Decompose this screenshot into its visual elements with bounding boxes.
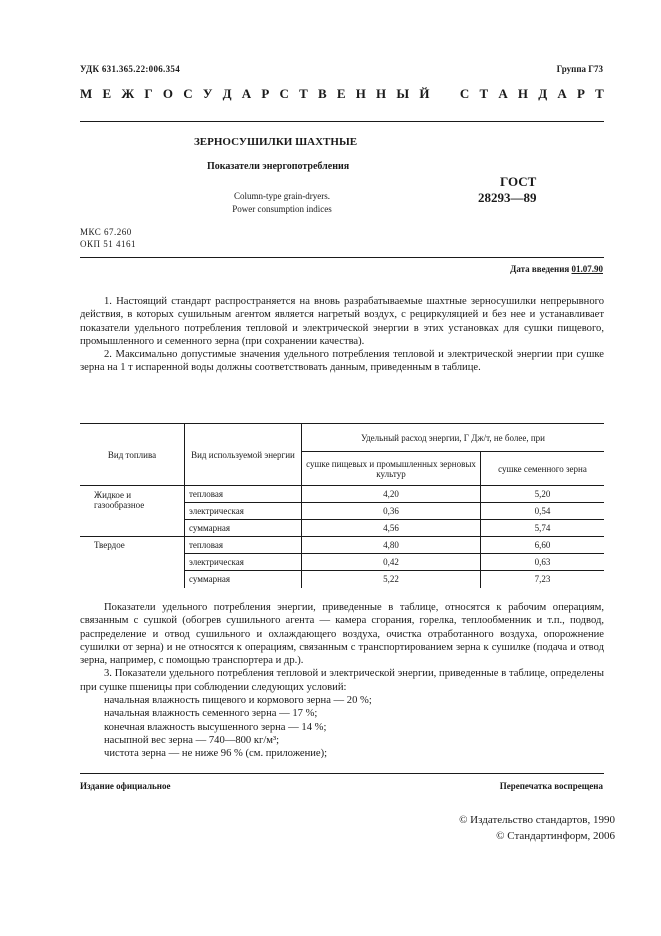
classification-codes: МКС 67.260 ОКП 51 4161 [80, 227, 137, 249]
header-group: Удельный расход энергии, Г Дж/т, не более, при [302, 424, 605, 452]
group-code: Группа Г73 [556, 64, 603, 74]
condition-item: конечная влажность высушенного зерна — 14 %; [104, 721, 327, 733]
condition-item: начальная влажность пищевого и кормового зерна — 20 %; [104, 695, 372, 707]
divider [80, 773, 604, 774]
divider [80, 121, 604, 122]
table-row: Жидкое и газообразное тепловая 4,20 5,20 [80, 486, 604, 503]
body-paragraphs [80, 601, 604, 761]
official-edition: Издание официальное [80, 781, 171, 791]
header-seed: сушке семенного зерна [481, 452, 605, 486]
table-row: суммарная 4,56 5,74 [80, 520, 604, 537]
condition-item: начальная влажность семенного зерна — 17 %; [104, 708, 318, 720]
header-fuel: Вид топлива [80, 424, 185, 486]
introduction-date: Дата введения 01.07.90 [510, 264, 603, 274]
doc-title: ЗЕРНОСУШИЛКИ ШАХТНЫЕ [194, 136, 358, 148]
paragraph-2: 2. Максимально допустимые значения удельного потребления тепловой и электрической энергии при сушке зерна на 1 т испаренной воды должны соответствовать данным, приведенным в таблице. [80, 349, 604, 374]
table-row: электрическая 0,36 0,54 [80, 503, 604, 520]
copyright: © Издательство стандартов, 1990 © Стандартинформ, 2006 [459, 814, 615, 842]
fuel-liquid-gas: Жидкое и газообразное [94, 490, 145, 510]
energy-table [80, 423, 604, 588]
reprint-notice: Перепечатка воспрещена [499, 781, 603, 791]
intro-paragraphs [80, 295, 604, 375]
divider [80, 257, 604, 258]
condition-item: чистота зерна — не ниже 96 % (см. приложение); [104, 748, 328, 760]
fuel-solid: Твердое [80, 537, 185, 588]
table-row: электрическая 0,42 0,63 [80, 554, 604, 571]
table-row: Твердое тепловая 4,80 6,60 [80, 537, 604, 554]
table-row: суммарная 5,22 7,23 [80, 571, 604, 588]
paragraph-3: Показатели удельного потребления энергии, приведенные в таблице, относятся к рабочим операциям, связанным с сушкой (обогрев сушильного агента — камера сгорания, горелка, теплообменник и т.п., подвод, распределение и отвод сушильного и охлаждающего воздуха, очистка отработанного воздуха, опорожнение сушилки от зерна) и не относятся к операциям, связанным с транспортированием зерна к сушилке (подача и отвод зерна, например, с помощью транспортера и др.). [80, 602, 604, 667]
gost-number: ГОСТ 28293—89 [478, 174, 537, 205]
doc-subtitle: Показатели энергопотребления [207, 161, 350, 172]
condition-item: насыпной вес зерна — 740—800 кг/м³; [104, 734, 280, 746]
header-food: сушке пищевых и промышленных зерновых культур [302, 452, 481, 486]
udk-code: УДК 631.365.22:006.354 [80, 64, 181, 74]
paragraph-4: 3. Показатели удельного потребления тепловой и электрической энергии, приведенные в таблице, определены при сушке пшеницы при соблюдении следующих условий: [80, 668, 604, 693]
english-title: Column-type grain-dryers. Power consumption indices [232, 191, 332, 214]
paragraph-1: 1. Настоящий стандарт распространяется на вновь разрабатываемые шахтные зерносушилки непрерывного действия, в которых сушильным агентом является нагретый воздух, с рециркуляцией и без нее и устанавливает показатели удельного потребления тепловой и электрической энергии в этих установках для сушки пищевого, промышленного и семенного зерна (при сохранении качества). [80, 296, 604, 347]
header-energy: Вид используемой энергии [185, 424, 302, 486]
standard-banner: М Е Ж Г О С У Д А Р С Т В Е Н Н Ы Й С Т А Н Д А Р Т [80, 86, 604, 101]
